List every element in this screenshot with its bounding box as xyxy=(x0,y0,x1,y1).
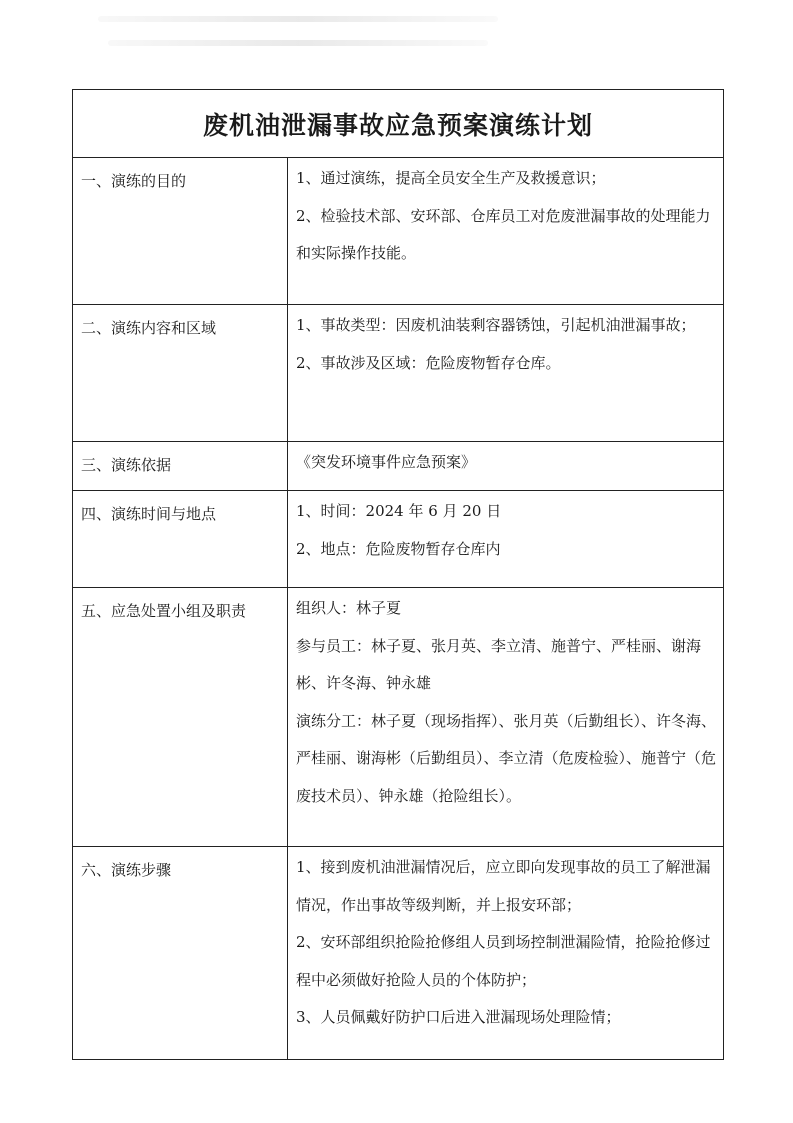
table-row xyxy=(73,158,724,305)
table-row xyxy=(73,305,724,442)
content-line: 参与员工：林子夏、张月英、李立清、施普宁、严桂丽、谢海彬、许冬海、钟永雄 xyxy=(296,636,702,692)
table-row xyxy=(73,847,724,1060)
section-content xyxy=(288,491,724,588)
section-content xyxy=(288,158,724,305)
bleed-through-mark xyxy=(98,16,498,22)
content-line: 《突发环境事件应急预案》 xyxy=(296,453,477,471)
section-label: 三、演练依据 xyxy=(73,442,288,491)
title-row xyxy=(73,90,724,158)
section-label: 四、演练时间与地点 xyxy=(73,491,288,588)
table-row xyxy=(73,491,724,588)
content-line: 2、检验技术部、安环部、仓库员工对危废泄漏事故的处理能力和实际操作技能。 xyxy=(296,206,711,262)
section-content xyxy=(288,442,724,491)
bleed-through-mark xyxy=(108,40,488,46)
content-line: 2、地点：危险废物暂存仓库内 xyxy=(296,539,501,558)
table-row xyxy=(73,442,724,491)
content-line: 2、事故涉及区域：危险废物暂存仓库。 xyxy=(296,353,561,372)
content-line: 演练分工：林子夏（现场指挥）、张月英（后勤组长）、许冬海、严桂丽、谢海彬（后勤组员）、李立清（危废检验）、施普宁（危废技术员）、钟永雄（抢险组长）。 xyxy=(296,711,717,805)
content-line: 1、时间：2024 年 6 月 20 日 xyxy=(296,502,502,520)
section-label: 一、演练的目的 xyxy=(73,158,288,305)
drill-plan-table xyxy=(72,89,724,1060)
table-row xyxy=(73,588,724,847)
section-label: 五、应急处置小组及职责 xyxy=(73,588,288,847)
content-line: 1、接到废机油泄漏情况后，应立即向发现事故的员工了解泄漏情况，作出事故等级判断，并上报安环部； xyxy=(296,858,711,914)
document-title: 废机油泄漏事故应急预案演练计划 xyxy=(73,90,724,158)
section-content xyxy=(288,588,724,847)
section-label: 二、演练内容和区域 xyxy=(73,305,288,442)
section-content xyxy=(288,847,724,1060)
content-line: 1、事故类型：因废机油装剩容器锈蚀，引起机油泄漏事故； xyxy=(296,316,696,334)
section-content xyxy=(288,305,724,442)
content-line: 3、人员佩戴好防护口后进入泄漏现场处理险情； xyxy=(296,1008,621,1026)
content-line: 1、通过演练，提高全员安全生产及救援意识； xyxy=(296,169,606,187)
content-line: 2、安环部组织抢险抢修组人员到场控制泄漏险情，抢险抢修过程中必须做好抢险人员的个体防护； xyxy=(296,933,711,989)
section-label: 六、演练步骤 xyxy=(73,847,288,1060)
content-line: 组织人：林子夏 xyxy=(296,599,402,617)
